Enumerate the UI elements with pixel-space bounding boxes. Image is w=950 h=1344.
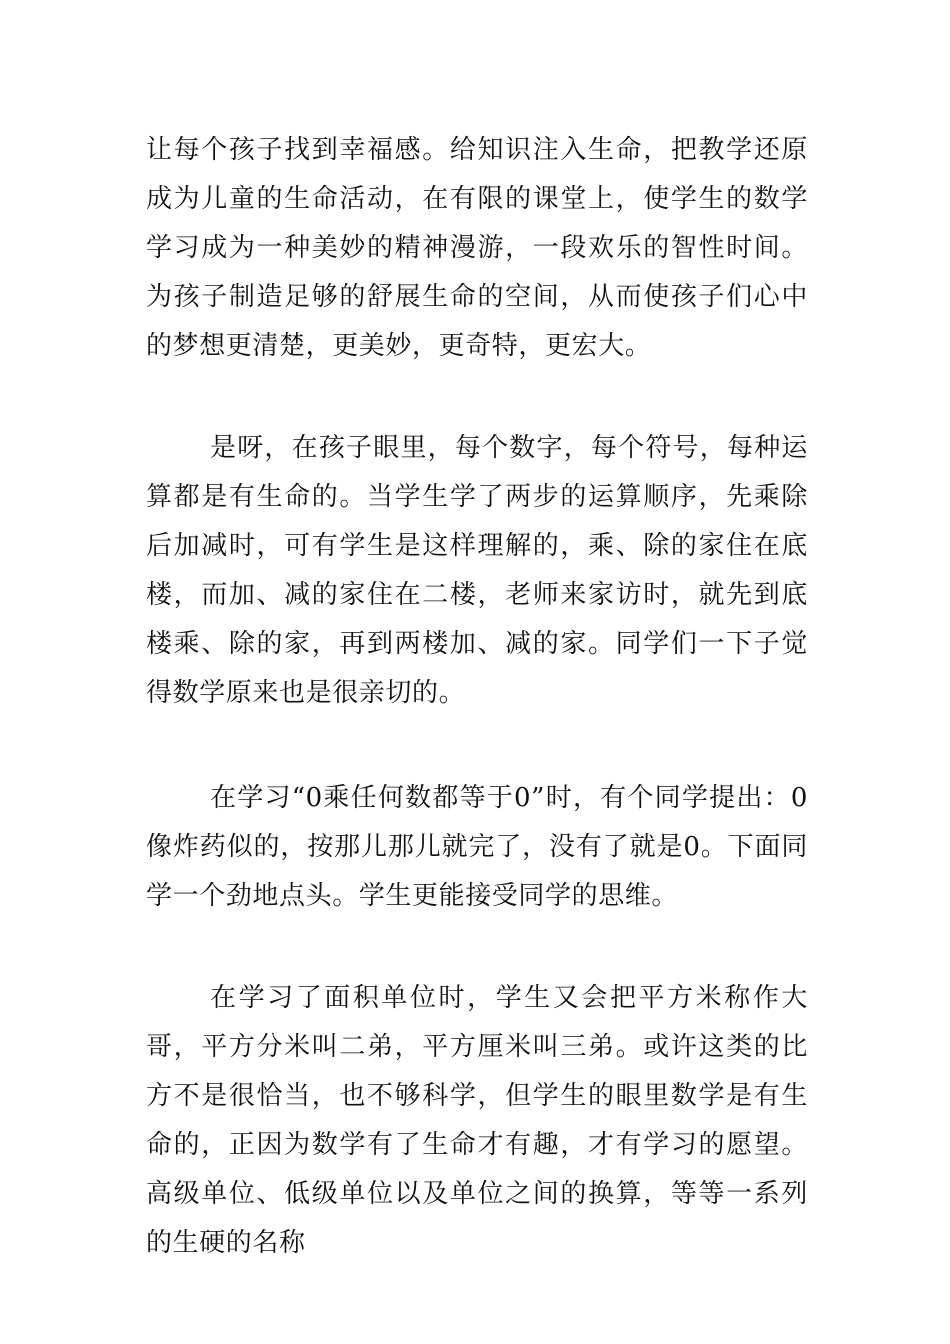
paragraph-4: 在学习了面积单位时，学生又会把平方米称作大哥，平方分米叫二弟，平方厘米叫三弟。或许这类的比方不是很恰当，也不够科学，但学生的眼里数学是有生命的，正因为数学有了生命才有趣，才有学习的愿望。高级单位、低级单位以及单位之间的换算，等等一系列的生硬的名称	[146, 983, 808, 1258]
paragraph-2: 是呀，在孩子眼里，每个数字，每个符号，每种运算都是有生命的。当学生学了两步的运算顺序，先乘除后加减时，可有学生是这样理解的，乘、除的家住在底楼，而加、减的家住在二楼，老师来家访时，就先到底楼乘、除的家，再到两楼加、减的家。同学们一下子觉得数学原来也是很亲切的。	[146, 433, 808, 708]
paragraph-1: 让每个孩子找到幸福感。给知识注入生命，把教学还原成为儿童的生命活动，在有限的课堂上，使学生的数学学习成为一种美妙的精神漫游，一段欢乐的智性时间。为孩子制造足够的舒展生命的空间，从而使孩子们心中的梦想更清楚，更美妙，更奇特，更宏大。	[146, 135, 808, 361]
paragraph-3: 在学习“0乘任何数都等于0”时，有个同学提出：0像炸药似的，按那儿那儿就完了，没有了就是0。下面同学一个劲地点头。学生更能接受同学的思维。	[146, 783, 808, 911]
